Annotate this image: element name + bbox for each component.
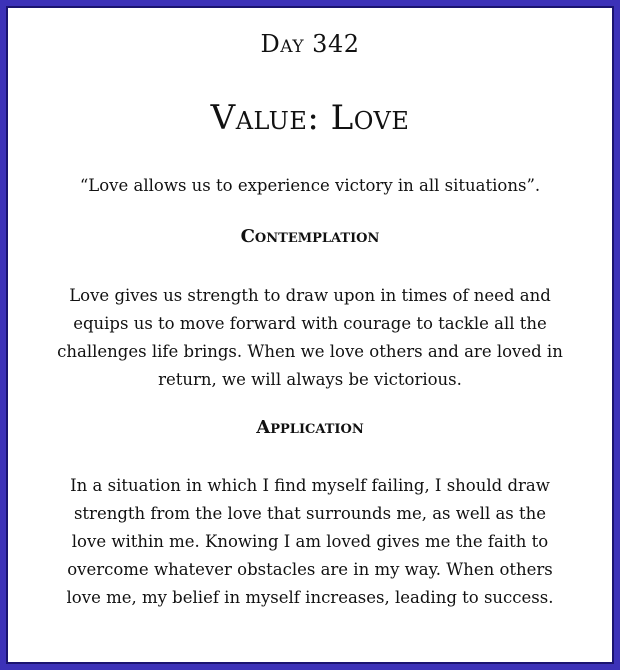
page-panel — [6, 6, 614, 664]
page-content — [8, 8, 612, 662]
quote: “Love allows us to experience victory in all situations”. — [79, 176, 541, 195]
application-heading: Application — [256, 417, 364, 438]
application-text: In a situation in which I find myself failing, I should draw strength from the love that surrounds me, as well as the love within me. Knowing I am loved gives me the faith to overcome whatever obstacles are in my way. When others love me, my belief in myself increases, leading to success. — [66, 476, 554, 607]
day-number: Day 342 — [260, 30, 360, 58]
value-title: Value: Love — [210, 98, 410, 138]
contemplation-text: Love gives us strength to draw upon in times of need and equips us to move forward with courage to tackle all the challenges life brings. When we love others and are loved in return, we will always be victorious. — [57, 286, 563, 389]
contemplation-heading: Contemplation — [240, 226, 380, 247]
